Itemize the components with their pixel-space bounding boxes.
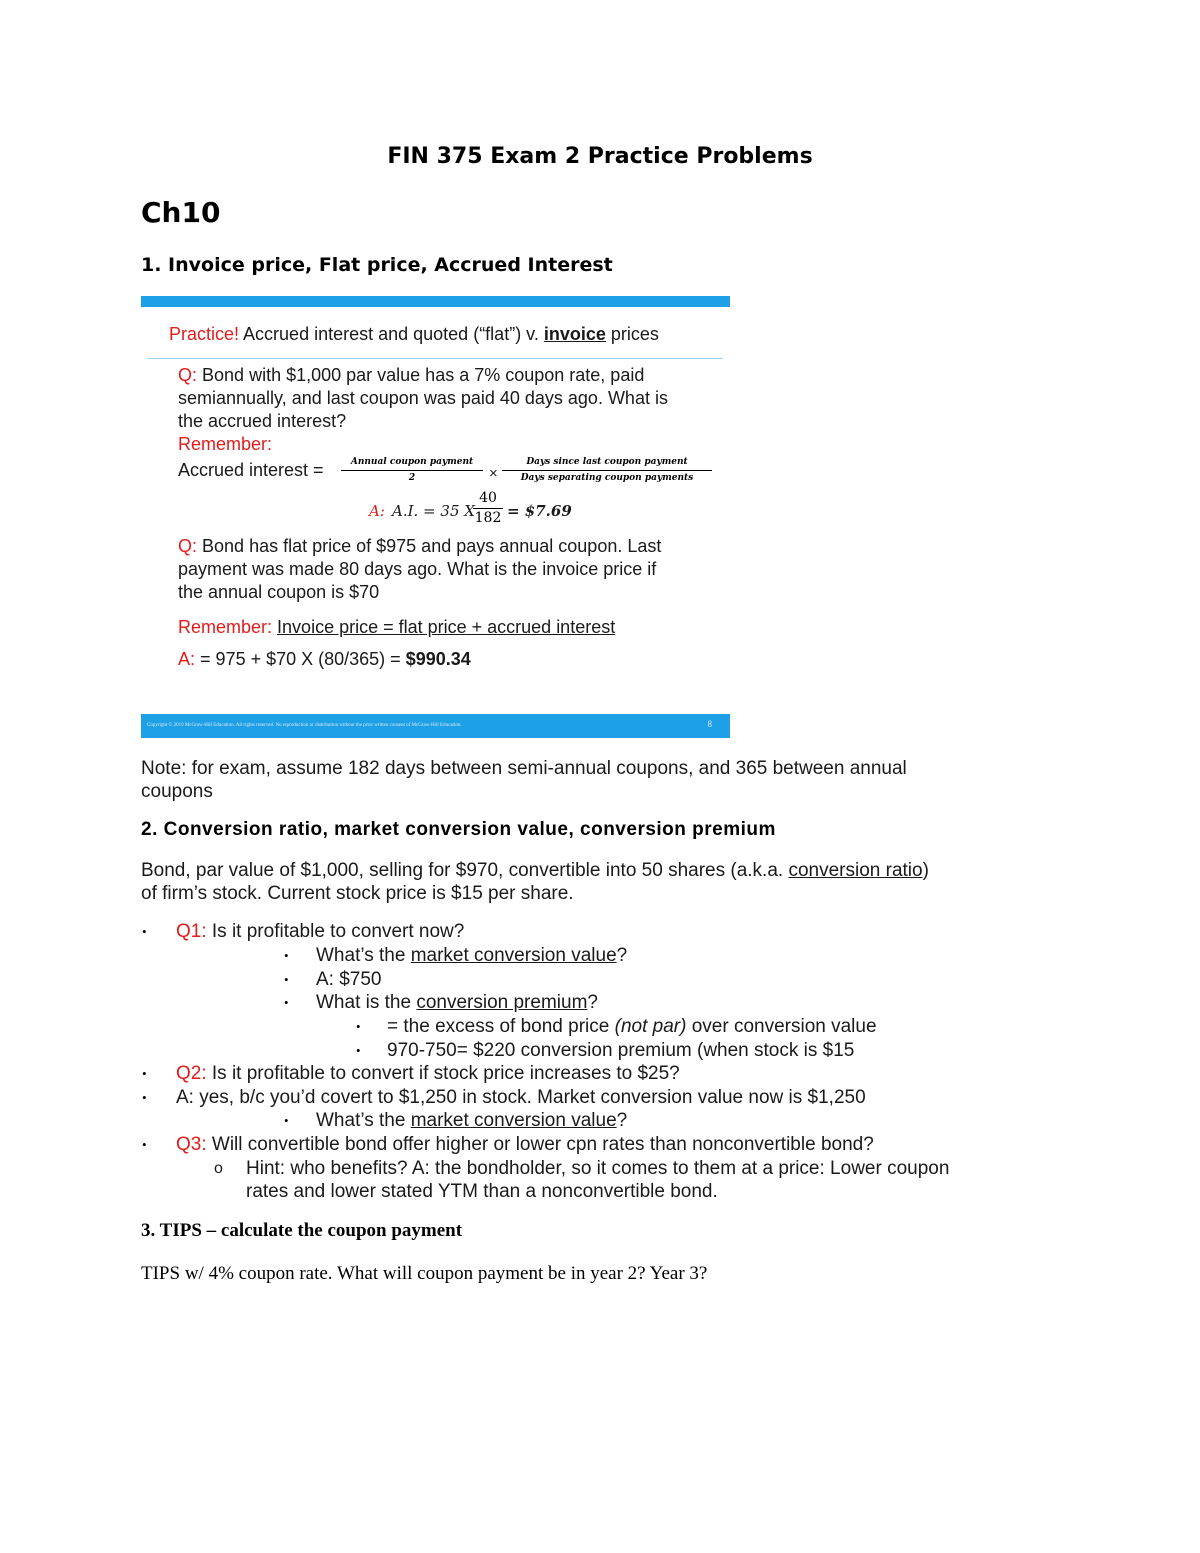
hint-bullet: o: [214, 1160, 223, 1177]
q1-sub3-a: What is the: [316, 992, 412, 1013]
q1-sub3-2: 970-750= $220 conversion premium (when stock is $15: [387, 1040, 855, 1061]
practice-label: Practice!: [169, 324, 240, 344]
section-3-heading: 3. TIPS – calculate the coupon payment: [141, 1220, 463, 1241]
practice-text-invoice: invoice: [543, 324, 606, 344]
bullet-dot: •: [284, 972, 289, 987]
frac1-num: Annual coupon payment: [341, 457, 483, 471]
frac1-den: 2: [408, 473, 416, 483]
q1-sub3-1-i: (not par): [614, 1016, 687, 1037]
q1-sub1-a: What’s the: [316, 945, 406, 966]
note-line2: coupons: [141, 781, 213, 802]
accrued-interest-label: Accrued interest =: [178, 460, 324, 480]
q3-hint: [246, 1157, 949, 1203]
a1-expression: A.I. = 35 X: [392, 502, 475, 520]
bullet-dot: •: [284, 995, 289, 1010]
q3-item: [176, 1133, 874, 1156]
q1-label-2: Q1:: [176, 921, 207, 942]
slide-copyright: Copyright © 2019 McGraw-Hill Education. All rights reserved. No reproduction or distribution without the prior written consent of McGraw-Hill Education.: [147, 723, 462, 728]
q2-label-2: Q2:: [176, 1063, 207, 1084]
a1-num: 40: [473, 490, 503, 509]
bullet-dot: •: [284, 948, 289, 963]
tips-question: TIPS w/ 4% coupon rate. What will coupon payment be in year 2? Year 3?: [141, 1263, 708, 1284]
q1-sub3-1-b: over conversion value: [691, 1016, 877, 1037]
q1-label: Q:: [178, 365, 198, 385]
q3-hint-line1: Hint: who benefits? A: the bondholder, so it comes to them at a price: Lower coupon: [246, 1158, 950, 1179]
remember-2-label: Remember:: [178, 617, 273, 637]
section-1-heading: 1. Invoice price, Flat price, Accrued Interest: [141, 254, 613, 276]
a2-sub-u: market conversion value: [410, 1110, 617, 1131]
bullet-dot: •: [142, 924, 147, 939]
bullet-dot: •: [356, 1019, 361, 1034]
section-2-heading: 2. Conversion ratio, market conversion value, conversion premium: [141, 819, 776, 840]
fraction-days: [502, 457, 712, 483]
intro-line2: of firm’s stock. Current stock price is $15 per share.: [141, 883, 574, 904]
section-2-intro: [141, 859, 929, 905]
slide-page-number: 8: [707, 719, 712, 729]
a2-sub-b: ?: [616, 1110, 628, 1131]
a1-label: A:: [369, 502, 385, 520]
q2-line3: the annual coupon is $70: [178, 582, 380, 602]
slide-divider: [147, 358, 723, 359]
practice-text-a: Accrued interest and quoted (“flat”) v.: [243, 324, 539, 344]
slide-title: [169, 323, 659, 346]
q2-text: Is it profitable to convert if stock price increases to $25?: [211, 1063, 680, 1084]
intro-line1-b: ): [922, 860, 929, 881]
intro-conversion-ratio: conversion ratio: [788, 860, 923, 881]
remember-1: Remember:: [178, 434, 273, 454]
q1-sub3: [316, 991, 598, 1014]
document-title: FIN 375 Exam 2 Practice Problems: [387, 144, 813, 169]
q2-item: [176, 1062, 680, 1085]
note-line1: Note: for exam, assume 182 days between semi-annual coupons, and 365 between annual: [141, 758, 907, 779]
q1-line2: semiannually, and last coupon was paid 40 days ago. What is: [178, 388, 668, 408]
slide-q1: [178, 364, 668, 456]
q1-sub1-b: ?: [616, 945, 628, 966]
q1-sub3-b: ?: [587, 992, 598, 1013]
fraction-annual-coupon: [341, 457, 483, 483]
q3-hint-line2: rates and lower stated YTM than a nonconvertible bond.: [246, 1181, 718, 1202]
chapter-heading: Ch10: [141, 196, 221, 229]
a2-label: A:: [178, 649, 196, 669]
slide-footer-bar: [141, 714, 730, 738]
q3-text: Will convertible bond offer higher or lower cpn rates than nonconvertible bond?: [211, 1134, 874, 1155]
remember-2-text: Invoice price = flat price + accrued interest: [277, 617, 616, 637]
practice-slide: [141, 296, 730, 738]
q1-text: Is it profitable to convert now?: [211, 921, 465, 942]
intro-line1-a: Bond, par value of $1,000, selling for $970, convertible into 50 shares (a.k.a.: [141, 860, 784, 881]
q1-sub1-u: market conversion value: [410, 945, 617, 966]
q1-sub3-1: [387, 1015, 877, 1038]
a2-item: A: yes, b/c you’d covert to $1,250 in stock. Market conversion value now is $1,250: [176, 1087, 866, 1108]
practice-text-b: prices: [610, 324, 659, 344]
q1-line1: Bond with $1,000 par value has a 7% coupon rate, paid: [202, 365, 645, 385]
q1-line3: the accrued interest?: [178, 411, 347, 431]
a2-sub: [316, 1109, 627, 1132]
slide-a2: [178, 648, 471, 671]
q1-sub3-1-a: = the excess of bond price: [387, 1016, 610, 1037]
a1-den: 182: [474, 510, 502, 526]
a1-result: = $7.69: [507, 502, 572, 520]
a2-sub-a: What’s the: [316, 1110, 406, 1131]
bullet-dot: •: [284, 1113, 289, 1128]
q1-item: [176, 920, 464, 943]
q3-label: Q3:: [176, 1134, 207, 1155]
q2-line2: payment was made 80 days ago. What is the invoice price if: [178, 559, 657, 579]
q1-sub3-u: conversion premium: [416, 992, 588, 1013]
frac2-den: Days separating coupon payments: [520, 473, 694, 483]
bullet-dot: •: [142, 1066, 147, 1081]
slide-remember-2: [178, 616, 615, 639]
bullet-dot: •: [142, 1137, 147, 1152]
slide-top-bar: [141, 296, 730, 307]
q1-sub1: [316, 944, 627, 967]
q1-sub2: A: $750: [316, 969, 382, 990]
note-paragraph: [141, 757, 907, 803]
q2-line1: Bond has flat price of $975 and pays annual coupon. Last: [202, 536, 662, 556]
q2-label: Q:: [178, 536, 198, 556]
frac2-num: Days since last coupon payment: [502, 457, 712, 471]
bullet-dot: •: [142, 1090, 147, 1105]
slide-q2: [178, 535, 661, 604]
bullet-dot: •: [356, 1043, 361, 1058]
a2-result: $990.34: [405, 649, 471, 669]
a2-text: = 975 + $70 X (80/365) =: [200, 649, 401, 669]
a1-fraction: [473, 490, 503, 526]
times-sign: ×: [489, 465, 498, 482]
